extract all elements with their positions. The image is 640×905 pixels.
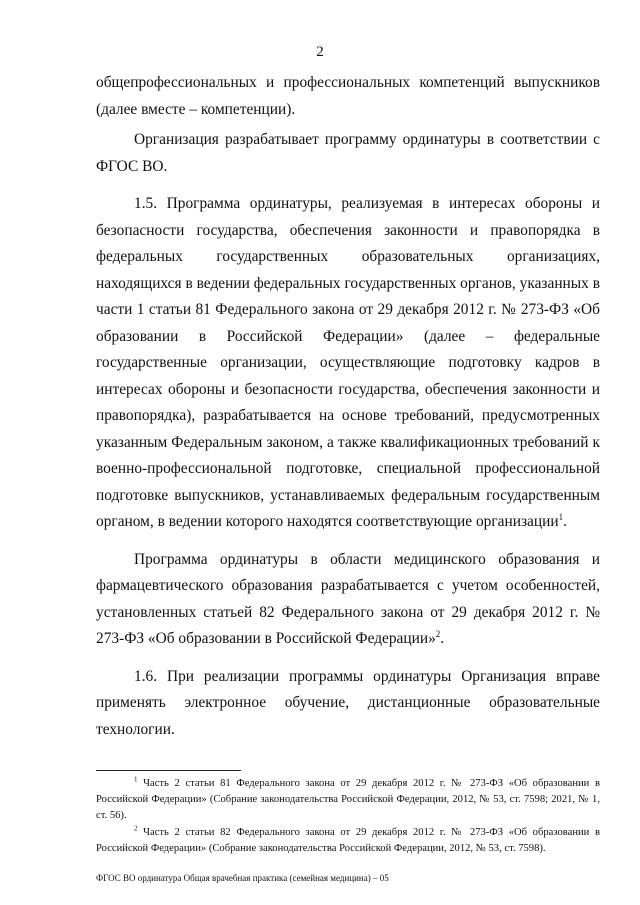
footnote-ref-1[interactable]: 1 (558, 511, 564, 522)
paragraph-text: 1.6. При реализации программы ординатуры Организация вправе применять электронное обучение, дистанционные образовательные технологии. (96, 667, 600, 738)
paragraph-text: Программа ординатуры в области медицинского образования и фармацевтического образования разрабатывается с учетом особенностей, установленных статьей 82 Федерального закона от 29 декабря 2012 г. № 273-ФЗ «Об образовании в Российской Федерации» (96, 550, 600, 647)
footnote-text: Часть 2 статьи 81 Федерального закона от 29 декабря 2012 г. № 273-ФЗ «Об образовании в Российской Федерации» (Собрание законодательства Российской Федерации, 2012, № 53, ст. 7598; 2021, № 1, ст. 56). (96, 778, 600, 822)
paragraph-end: . (440, 630, 445, 647)
paragraph-1-5 (96, 191, 600, 536)
page-footer: ФГОС ВО ординатура Общая врачебная практика (семейная медицина) – 05 (96, 873, 389, 883)
paragraph-continuation (96, 70, 600, 123)
footnote-divider (96, 770, 241, 771)
body-text (96, 70, 600, 754)
footnote-text: Часть 2 статьи 82 Федерального закона от 29 декабря 2012 г. № 273-ФЗ «Об образовании в Российской Федерации» (Собрание законодательства Российской Федерации, 2012, № 53, ст. 7598). (96, 826, 600, 854)
footnote-ref-2[interactable]: 2 (435, 628, 441, 639)
paragraph-text: Организация разрабатывает программу ординатуры в соответствии с ФГОС ВО. (96, 131, 600, 175)
footnote-1 (96, 776, 600, 825)
footnote-2 (96, 825, 600, 857)
footnote-marker: 1 (134, 775, 138, 784)
paragraph-medical (96, 547, 600, 653)
paragraph-organization (96, 127, 600, 180)
paragraph-text: 1.5. Программа ординатуры, реализуемая в интересах обороны и безопасности государства, обеспечения законности и правопорядка в федеральных государственных образовательных организациях, находящихся в ведении федеральных государственных органов, указанных в части 1 статьи 81 Федерального закона от 29 декабря 2012 г. № 273-ФЗ «Об образовании в Российской Федерации» (далее – федеральные государственные организации, осуществляющие подготовку кадров в интересах обороны и безопасности государства, обеспечения законности и правопорядка), разрабатывается на основе требований, предусмотренных указанным Федеральным законом, а также квалификационных требований к военно-профессиональной подготовке, специальной профессиональной подготовке выпускников, устанавливаемых федеральным государственным органом, в ведении которого находятся соответствующие организации (96, 195, 600, 530)
footnote-marker: 2 (134, 824, 138, 833)
footnotes (96, 776, 600, 857)
paragraph-text: общепрофессиональных и профессиональных компетенций выпускников (далее вместе – компетенции). (96, 74, 600, 118)
paragraph-1-6 (96, 664, 600, 744)
paragraph-end: . (563, 513, 567, 530)
page-number: 2 (316, 44, 324, 60)
